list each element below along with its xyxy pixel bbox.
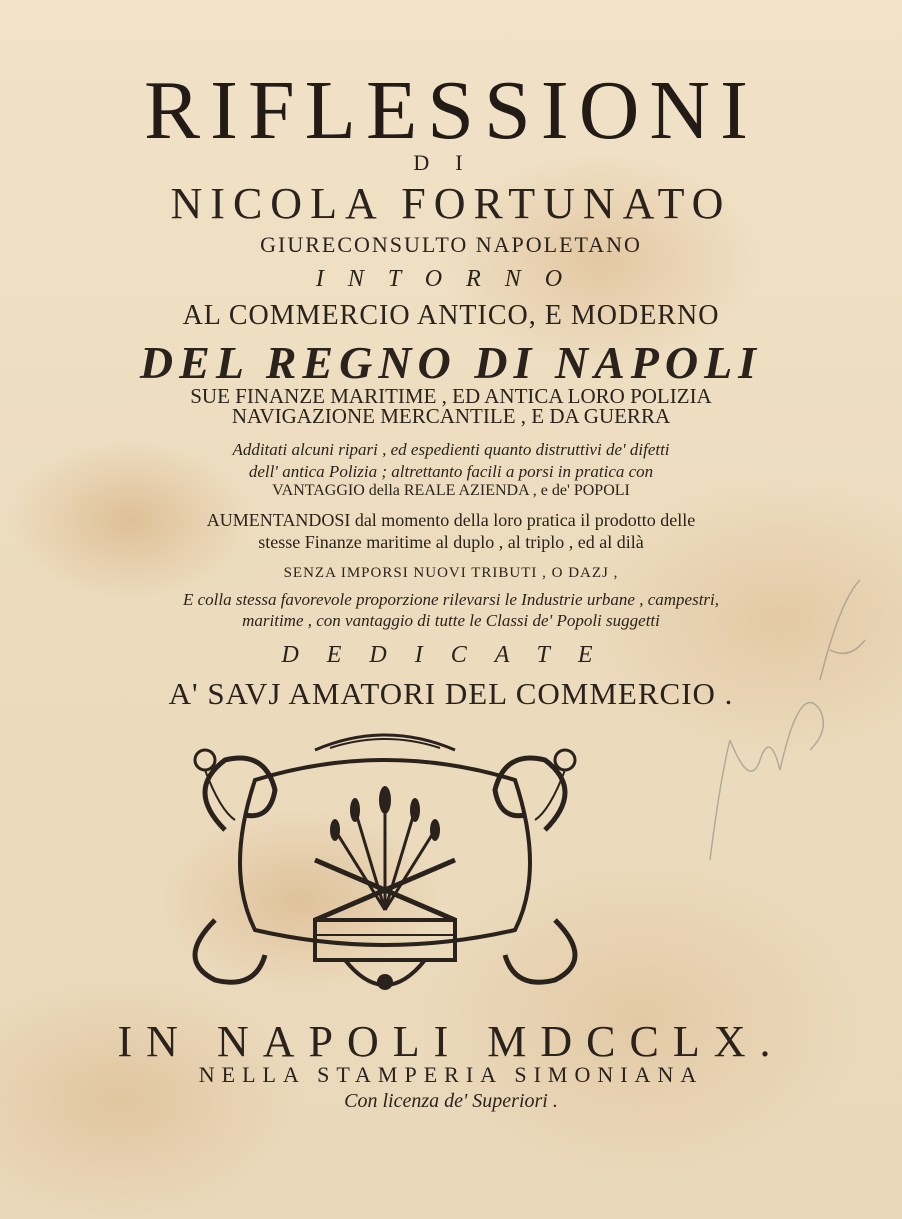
dedicatee-line: A' SAVJ AMATORI DEL COMMERCIO .: [168, 676, 734, 711]
additati-line-2: dell' antica Polizia ; altrettanto facili a porsi in pratica con: [248, 462, 654, 481]
author-name: NICOLA FORTUNATO: [170, 179, 732, 228]
dedicate-line: DEDICATE: [281, 642, 621, 668]
sue-finanze-line: SUE FINANZE MARITIME , ED ANTICA LORO POLIZIA: [190, 384, 712, 408]
senza-line: SENZA IMPORSI NUOVI TRIBUTI , O DAZJ ,: [283, 565, 619, 581]
connector-intorno: INTORNO: [315, 266, 587, 292]
title-connector-di: DI: [413, 150, 489, 175]
additati-line-3: VANTAGGIO della REALE AZIENDA , e de' POPOLI: [272, 482, 630, 499]
author-role: GIURECONSULTO NAPOLETANO: [260, 232, 642, 257]
colla-line-1: E colla stessa favorevole proporzione rilevarsi le Industrie urbane , campestri,: [182, 590, 720, 609]
aumentandosi-line-2: stesse Finanze maritime al duplo , al triplo , ed al dilà: [258, 532, 644, 552]
printers-fleuron-icon: [165, 720, 605, 1010]
additati-line-1: Additati alcuni ripari , ed espedienti quanto distruttivi de' difetti: [232, 440, 670, 459]
aumentandosi-line-1: AUMENTANDOSI dal momento della loro pratica il prodotto delle: [206, 510, 696, 530]
navigazione-line: NAVIGAZIONE MERCANTILE , E DA GUERRA: [231, 404, 671, 428]
regno-line: DEL REGNO DI NAPOLI: [139, 337, 763, 388]
book-title: RIFLESSIONI: [143, 64, 759, 157]
colla-line-2: maritime , con vantaggio di tutte le Classi de' Popoli suggetti: [242, 611, 660, 630]
imprint-place-date: IN NAPOLI MDCCLX.: [117, 1017, 785, 1066]
pencil-annotation-icon: [690, 560, 890, 880]
imprint-printer: NELLA STAMPERIA SIMONIANA: [198, 1062, 704, 1087]
subject-line: AL COMMERCIO ANTICO, E MODERNO: [182, 300, 720, 331]
imprint-license: Con licenza de' Superiori .: [344, 1090, 558, 1112]
